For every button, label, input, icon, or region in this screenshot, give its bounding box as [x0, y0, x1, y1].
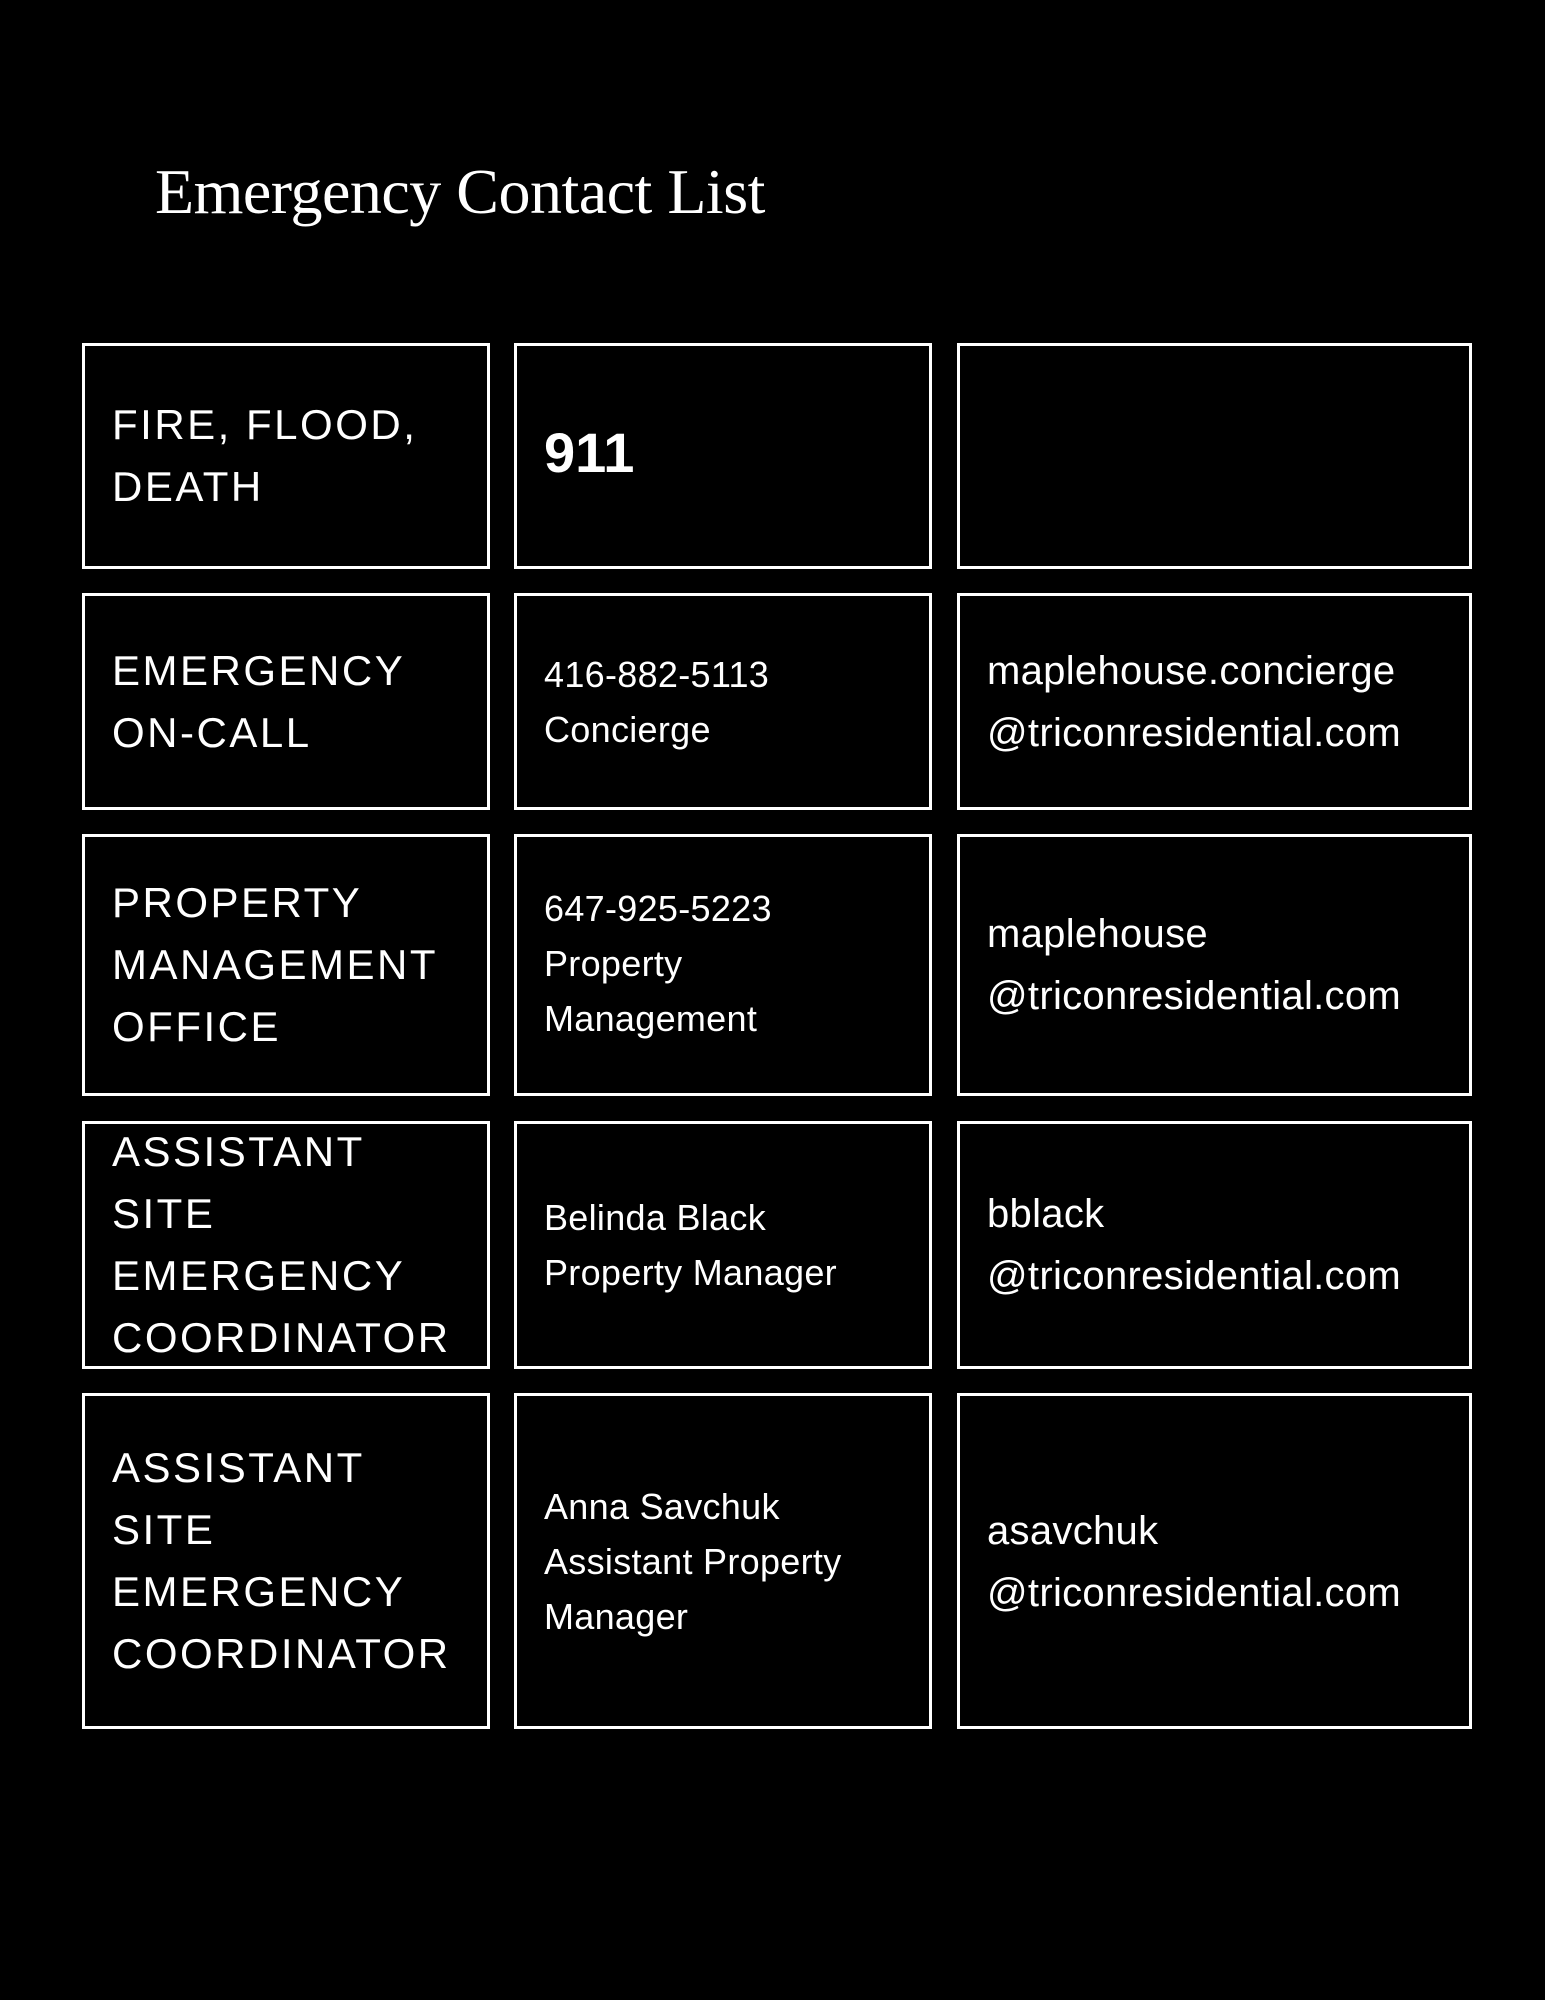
contact-row-1-category-cell [82, 343, 490, 569]
contact-email: bblack @triconresidential.com [987, 1192, 1402, 1298]
contact-phone: Anna Savchuk Assistant Property Manager [544, 1485, 842, 1637]
contact-row-4-category-cell [82, 1121, 490, 1369]
contact-email: asavchuk @triconresidential.com [987, 1509, 1402, 1615]
contact-row-5-email-cell [957, 1393, 1472, 1729]
contact-row-2-phone-cell [514, 593, 932, 810]
contact-row-5-category-cell [82, 1393, 490, 1729]
contact-row-3-email-cell [957, 834, 1472, 1096]
contact-phone: 416-882-5113 Concierge [544, 653, 770, 750]
contact-row-4-email-cell [957, 1121, 1472, 1369]
contact-category-label: EMERGENCY ON-CALL [112, 646, 406, 756]
contact-row-2-category-cell [82, 593, 490, 810]
contact-phone: 647-925-5223 Property Management [544, 887, 772, 1039]
contact-email: maplehouse @triconresidential.com [987, 912, 1402, 1018]
emergency-number: 911 [544, 421, 635, 484]
contact-row-2-email-cell [957, 593, 1472, 810]
contact-row-3-phone-cell [514, 834, 932, 1096]
contact-row-1-phone-cell [514, 343, 932, 569]
contact-email: maplehouse.concierge @triconresidential.com [987, 648, 1402, 755]
contact-category-label: PROPERTY MANAGEMENT OFFICE [112, 879, 439, 1050]
contact-row-1-email-cell [957, 343, 1472, 569]
page-title: Emergency Contact List [155, 156, 765, 227]
contact-category-label: ASSISTANT SITE EMERGENCY COORDINATOR [112, 1128, 451, 1361]
contact-phone: Belinda Black Property Manager [544, 1197, 837, 1293]
contact-row-4-phone-cell [514, 1121, 932, 1369]
contact-category-label: FIRE, FLOOD, DEATH [112, 401, 418, 510]
contact-row-3-category-cell [82, 834, 490, 1096]
contact-category-label: ASSISTANT SITE EMERGENCY COORDINATOR [112, 1444, 451, 1677]
contact-row-5-phone-cell [514, 1393, 932, 1729]
